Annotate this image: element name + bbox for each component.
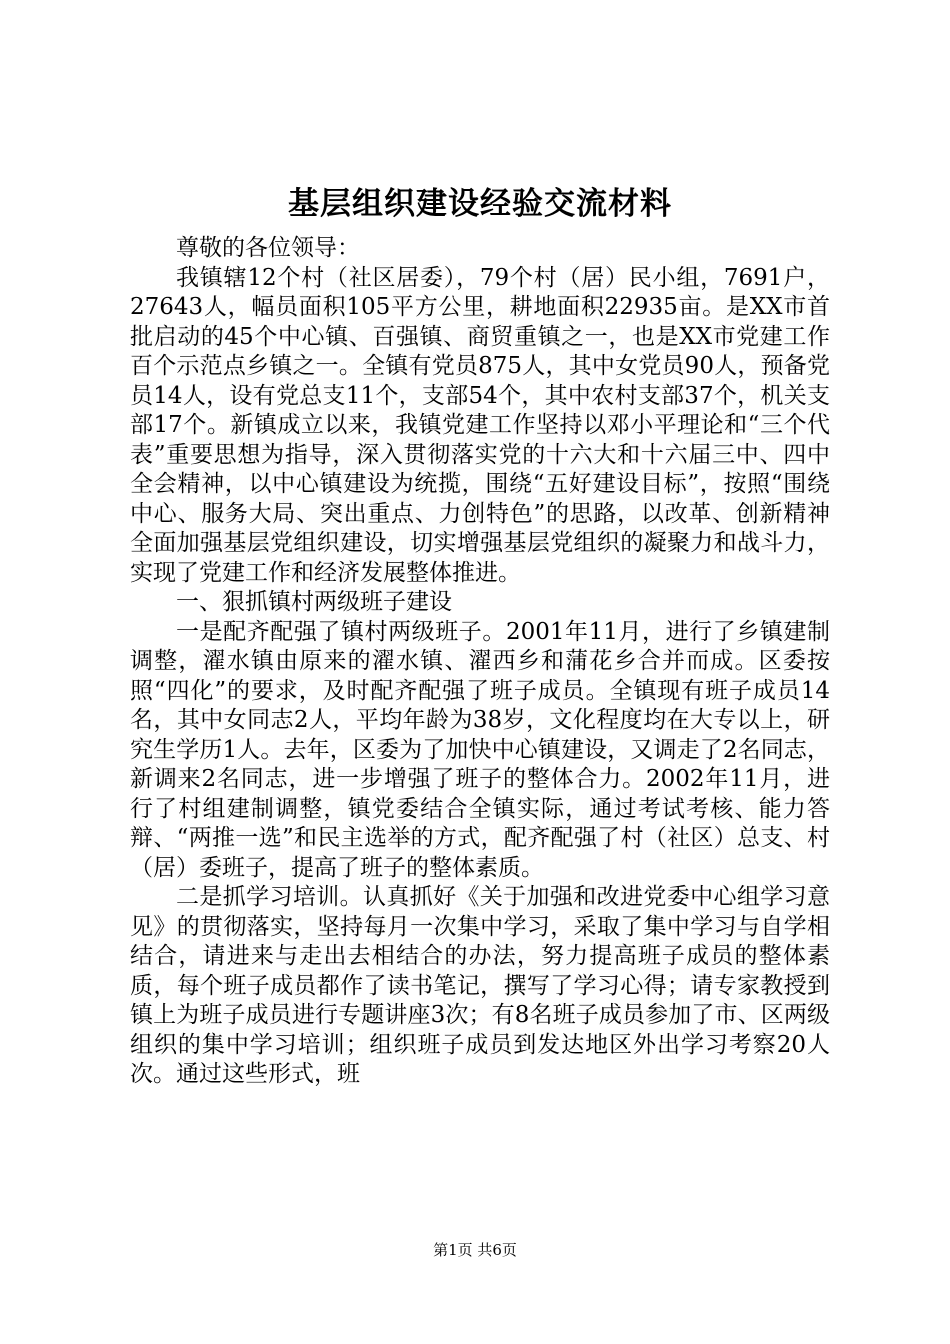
- page-footer: 第1页 共6页: [433, 1241, 517, 1259]
- document-body: [130, 234, 830, 1090]
- paragraph-training: 二是抓学习培训。认真抓好《关于加强和改进党委中心组学习意见》的贯彻落实，坚持每月一次集中学习，采取了集中学习与自学相结合，请进来与走出去相结合的办法，努力提高班子成员的整体素质，每个班子成员都作了读书笔记，撰写了学习心得；请专家教授到镇上为班子成员进行专题讲座3次；有8名班子成员参加了市、区两级组织的集中学习培训；组织班子成员到发达地区外出学习考察20人次。通过这些形式，班: [130, 884, 830, 1087]
- document-title: 基层组织建设经验交流材料: [288, 186, 672, 222]
- section-heading: 一、狠抓镇村两级班子建设: [176, 589, 452, 615]
- paragraph-leadership: 一是配齐配强了镇村两级班子。2001年11月，进行了乡镇建制调整，濯水镇由原来的濯水镇、濯西乡和蒲花乡合并而成。区委按照“四化”的要求，及时配齐配强了班子成员。全镇现有班子成员14名，其中女同志2人，平均年龄为38岁，文化程度均在大专以上，研究生学历1人。去年，区委为了加快中心镇建设，又调走了2名同志，新调来2名同志，进一步增强了班子的整体合力。2002年11月，进行了村组建制调整，镇党委结合全镇实际，通过考试考核、能力答辩、“两推一选”和民主选举的方式，配齐配强了村（社区）总支、村（居）委班子，提高了班子的整体素质。: [130, 618, 830, 881]
- salutation: 尊敬的各位领导：: [176, 235, 360, 261]
- paragraph-intro: 我镇辖12个村（社区居委），79个村（居）民小组，7691户，27643人，幅员面积105平方公里，耕地面积22935亩。是XX市首批启动的45个中心镇、百强镇、商贸重镇之一，也是XX市党建工作百个示范点乡镇之一。全镇有党员875人，其中女党员90人，预备党员14人，设有党总支11个，支部54个，其中农村支部37个，机关支部17个。新镇成立以来，我镇党建工作坚持以邓小平理论和“三个代表”重要思想为指导，深入贯彻落实党的十六大和十六届三中、四中全会精神，以中心镇建设为统揽，围绕“五好建设目标”，按照“围绕中心、服务大局、突出重点、力创特色”的思路，以改革、创新精神全面加强基层党组织建设，切实增强基层党组织的凝聚力和战斗力，实现了党建工作和经济发展整体推进。: [130, 264, 830, 586]
